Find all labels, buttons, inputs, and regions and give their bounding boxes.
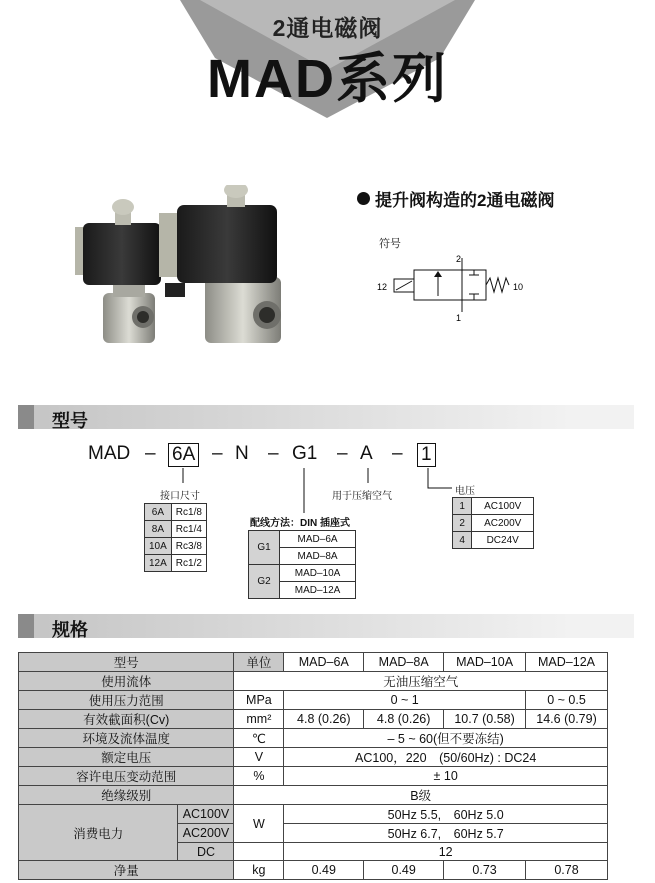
spec-label: 净量 bbox=[19, 861, 234, 880]
model-dash-3: – bbox=[268, 443, 279, 464]
wiring-model: MAD–8A bbox=[280, 548, 356, 565]
spec-value: 无油压缩空气 bbox=[234, 672, 608, 691]
model-voltage-code: 1 bbox=[417, 443, 436, 467]
spec-label: 使用流体 bbox=[19, 672, 234, 691]
spec-value: 0 ~ 0.5 bbox=[526, 691, 608, 710]
spec-label: 消费电力 bbox=[19, 805, 178, 861]
wiring-code: G1 bbox=[249, 531, 280, 565]
bullet-icon bbox=[357, 192, 370, 205]
header-subtitle: 2通电磁阀 bbox=[272, 15, 383, 41]
spec-header-cell: MAD–10A bbox=[444, 653, 526, 672]
table-row bbox=[19, 805, 608, 824]
spec-value: 0.78 bbox=[526, 861, 608, 880]
voltage-code: 2 bbox=[453, 515, 472, 532]
spec-label: 使用压力范围 bbox=[19, 691, 234, 710]
table-row bbox=[453, 515, 534, 532]
voltage-table bbox=[452, 497, 534, 549]
spec-unit: mm² bbox=[234, 710, 284, 729]
wiring-model: MAD–10A bbox=[280, 565, 356, 582]
table-row bbox=[19, 691, 608, 710]
port-10-label: 10 bbox=[513, 282, 524, 292]
table-row bbox=[453, 532, 534, 549]
table-row bbox=[19, 786, 608, 805]
spec-value: 4.8 (0.26) bbox=[284, 710, 364, 729]
spec-header-cell: MAD–12A bbox=[526, 653, 608, 672]
feature-text: 提升阀构造的2通电磁阀 bbox=[375, 191, 555, 210]
medium-label: 用于压缩空气 bbox=[332, 491, 392, 502]
spec-header-cell: MAD–8A bbox=[364, 653, 444, 672]
spec-value: 0.49 bbox=[284, 861, 364, 880]
voltage-value: AC200V bbox=[472, 515, 534, 532]
spec-unit: MPa bbox=[234, 691, 284, 710]
model-size-code: 6A bbox=[168, 443, 199, 467]
spec-unit: % bbox=[234, 767, 284, 786]
table-row bbox=[249, 531, 356, 548]
spec-value: 0 ~ 1 bbox=[284, 691, 526, 710]
spec-sublabel: AC200V bbox=[178, 824, 234, 843]
wiring-title: 配线方法：DIN 插座式 bbox=[250, 518, 350, 529]
section-title-model: 型号 bbox=[52, 411, 88, 431]
table-row bbox=[145, 555, 207, 572]
spec-value: 4.8 (0.26) bbox=[364, 710, 444, 729]
spec-value: 12 bbox=[284, 843, 608, 861]
spec-unit-blank bbox=[234, 843, 284, 861]
section-bar-model bbox=[18, 405, 634, 429]
port-size-thread: Rc1/2 bbox=[171, 555, 206, 572]
table-row bbox=[453, 498, 534, 515]
spec-value: B级 bbox=[234, 786, 608, 805]
spec-header-cell: 单位 bbox=[234, 653, 284, 672]
table-row bbox=[145, 521, 207, 538]
table-row bbox=[19, 653, 608, 672]
port-2-label: 2 bbox=[456, 254, 462, 264]
spec-value: 14.6 (0.79) bbox=[526, 710, 608, 729]
model-medium-code: A bbox=[360, 443, 373, 464]
model-prefix: MAD bbox=[88, 443, 131, 464]
port-12-label: 12 bbox=[377, 282, 388, 292]
spec-value: – 5 ~ 60(但不要冻结) bbox=[284, 729, 608, 748]
section-title-spec: 规格 bbox=[52, 620, 88, 640]
valve-symbol bbox=[372, 250, 532, 325]
spec-unit: V bbox=[234, 748, 284, 767]
port-size-thread: Rc3/8 bbox=[171, 538, 206, 555]
port-size-title: 接口尺寸 bbox=[160, 491, 200, 502]
port-1-label: 1 bbox=[456, 313, 462, 323]
voltage-code: 4 bbox=[453, 532, 472, 549]
spec-unit: ℃ bbox=[234, 729, 284, 748]
feature-heading bbox=[357, 186, 554, 211]
model-dash-5: – bbox=[392, 443, 403, 464]
spec-value: AC100，220 (50/60Hz) : DC24 bbox=[284, 748, 608, 767]
spec-unit: W bbox=[234, 805, 284, 843]
voltage-code: 1 bbox=[453, 498, 472, 515]
voltage-title: 电压 bbox=[455, 486, 475, 497]
voltage-value: DC24V bbox=[472, 532, 534, 549]
wiring-model: MAD–12A bbox=[280, 582, 356, 599]
table-row bbox=[145, 504, 207, 521]
wiring-table bbox=[248, 530, 356, 599]
model-dash-1: – bbox=[145, 443, 156, 464]
spec-label: 环境及流体温度 bbox=[19, 729, 234, 748]
model-dash-4: – bbox=[337, 443, 348, 464]
spec-sublabel: AC100V bbox=[178, 805, 234, 824]
port-size-code: 8A bbox=[145, 521, 172, 538]
spec-label: 有效截面积(Cv) bbox=[19, 710, 234, 729]
product-photo bbox=[55, 185, 305, 365]
port-size-code: 10A bbox=[145, 538, 172, 555]
header-title: MAD系列 bbox=[207, 49, 448, 109]
spec-label: 额定电压 bbox=[19, 748, 234, 767]
spec-label: 容许电压变动范围 bbox=[19, 767, 234, 786]
table-row bbox=[19, 672, 608, 691]
spec-label: 绝缘级别 bbox=[19, 786, 234, 805]
spec-value: 50Hz 6.7, 60Hz 5.7 bbox=[284, 824, 608, 843]
table-row bbox=[19, 729, 608, 748]
port-size-thread: Rc1/4 bbox=[171, 521, 206, 538]
table-row bbox=[145, 538, 207, 555]
spec-value: ± 10 bbox=[284, 767, 608, 786]
port-size-thread: Rc1/8 bbox=[171, 504, 206, 521]
spec-sublabel: DC bbox=[178, 843, 234, 861]
spec-header-cell: 型号 bbox=[19, 653, 234, 672]
spec-value: 10.7 (0.58) bbox=[444, 710, 526, 729]
spec-unit: kg bbox=[234, 861, 284, 880]
section-bar-spec bbox=[18, 614, 634, 638]
table-row bbox=[19, 748, 608, 767]
spec-header-cell: MAD–6A bbox=[284, 653, 364, 672]
wiring-model: MAD–6A bbox=[280, 531, 356, 548]
table-row bbox=[19, 861, 608, 880]
spec-value: 0.49 bbox=[364, 861, 444, 880]
model-n-code: N bbox=[235, 443, 249, 464]
model-dash-2: – bbox=[212, 443, 223, 464]
table-row bbox=[19, 767, 608, 786]
spec-table bbox=[18, 652, 608, 880]
spec-value: 0.73 bbox=[444, 861, 526, 880]
wiring-code: G2 bbox=[249, 565, 280, 599]
port-size-code: 12A bbox=[145, 555, 172, 572]
table-row bbox=[19, 710, 608, 729]
model-wiring-code: G1 bbox=[292, 443, 318, 464]
symbol-label: 符号 bbox=[379, 238, 401, 250]
port-size-table bbox=[144, 503, 207, 572]
voltage-value: AC100V bbox=[472, 498, 534, 515]
port-size-code: 6A bbox=[145, 504, 172, 521]
table-row bbox=[249, 565, 356, 582]
spec-value: 50Hz 5.5, 60Hz 5.0 bbox=[284, 805, 608, 824]
